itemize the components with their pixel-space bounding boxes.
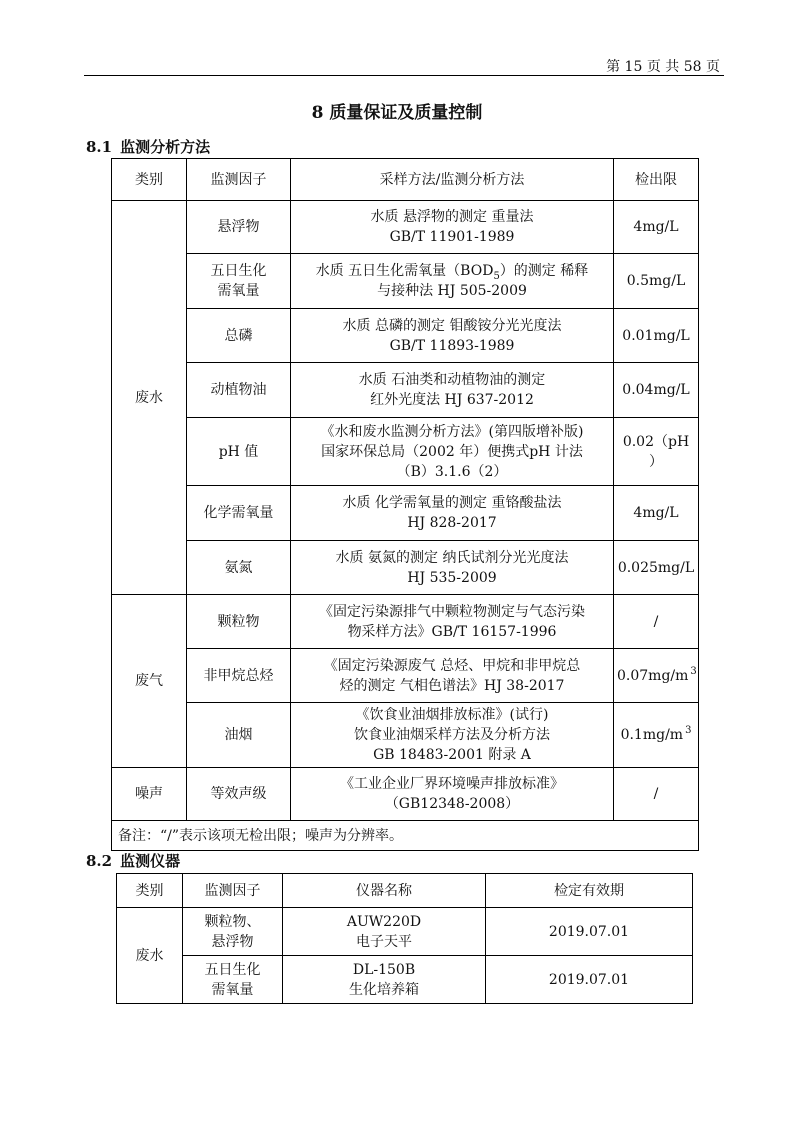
page-number: 第 15 页 共 58 页 bbox=[606, 59, 720, 75]
method-cell: 水质 悬浮物的测定 重量法 GB/T 11901-1989 bbox=[291, 201, 614, 254]
limit-cell: 0.02（pH ） bbox=[614, 418, 699, 486]
column-header: 类别 bbox=[117, 874, 183, 908]
instruments-table bbox=[116, 873, 693, 1004]
category-cell: 废气 bbox=[112, 595, 187, 768]
table-row bbox=[112, 768, 699, 821]
factor-cell: 氨氮 bbox=[187, 541, 291, 595]
limit-cell: / bbox=[614, 768, 699, 821]
table-row bbox=[112, 703, 699, 768]
section-heading-8-1 bbox=[86, 136, 210, 157]
limit-cell: 0.04mg/L bbox=[614, 363, 699, 418]
limit-cell: 0.5mg/L bbox=[614, 254, 699, 309]
factor-cell: 悬浮物 bbox=[187, 201, 291, 254]
limit-cell: 0.07mg/m $^3$ bbox=[614, 649, 699, 703]
valid-until-cell: 2019.07.01 bbox=[486, 956, 693, 1004]
table-header-row bbox=[117, 874, 693, 908]
category-cell: 废水 bbox=[112, 201, 187, 595]
factor-cell: 颗粒物 bbox=[187, 595, 291, 649]
factor-cell: 化学需氧量 bbox=[187, 486, 291, 541]
analysis-methods-table bbox=[111, 158, 699, 851]
column-header: 检出限 bbox=[614, 159, 699, 201]
method-cell: 《固定污染源废气 总烃、甲烷和非甲烷总 烃的测定 气相色谱法》HJ 38-2017 bbox=[291, 649, 614, 703]
limit-cell: 0.025mg/L bbox=[614, 541, 699, 595]
column-header: 检定有效期 bbox=[486, 874, 693, 908]
section-title: 监测仪器 bbox=[120, 852, 181, 870]
section-heading-8-2 bbox=[86, 850, 180, 871]
limit-cell: / bbox=[614, 595, 699, 649]
category-cell: 废水 bbox=[117, 908, 183, 1004]
factor-cell: pH 值 bbox=[187, 418, 291, 486]
column-header: 采样方法/监测分析方法 bbox=[291, 159, 614, 201]
factor-cell: 等效声级 bbox=[187, 768, 291, 821]
valid-until-cell: 2019.07.01 bbox=[486, 908, 693, 956]
factor-cell: 总磷 bbox=[187, 309, 291, 363]
column-header: 监测因子 bbox=[183, 874, 283, 908]
page-title: 8 质量保证及质量控制 bbox=[311, 103, 483, 123]
factor-cell: 非甲烷总烃 bbox=[187, 649, 291, 703]
table-row bbox=[112, 254, 699, 309]
category-cell: 噪声 bbox=[112, 768, 187, 821]
factor-cell: 油烟 bbox=[187, 703, 291, 768]
factor-cell: 动植物油 bbox=[187, 363, 291, 418]
limit-cell: 0.01mg/L bbox=[614, 309, 699, 363]
method-cell: 《固定污染源排气中颗粒物测定与气态污染 物采样方法》GB/T 16157-1996 bbox=[291, 595, 614, 649]
table-row bbox=[112, 418, 699, 486]
table-row bbox=[112, 309, 699, 363]
limit-cell: 4mg/L bbox=[614, 486, 699, 541]
instrument-cell: AUW220D 电子天平 bbox=[283, 908, 486, 956]
table-row bbox=[117, 908, 693, 956]
section-number: 8.1 bbox=[86, 138, 113, 156]
method-cell: 水质 总磷的测定 钼酸铵分光光度法 GB/T 11893-1989 bbox=[291, 309, 614, 363]
factor-cell: 五日生化 需氧量 bbox=[183, 956, 283, 1004]
table-row bbox=[112, 595, 699, 649]
method-cell: 水质 五日生化需氧量$(BOD_5)$的测定 稀释 与接种法 HJ 505-2009 bbox=[291, 254, 614, 309]
factor-cell: 颗粒物、 悬浮物 bbox=[183, 908, 283, 956]
table-row bbox=[112, 649, 699, 703]
method-cell: 水质 氨氮的测定 纳氏试剂分光光度法 HJ 535-2009 bbox=[291, 541, 614, 595]
table-row bbox=[117, 956, 693, 1004]
table-note: 备注：“/”表示该项无检出限；噪声为分辨率。 bbox=[112, 821, 699, 851]
method-cell: 水质 石油类和动植物油的测定 红外光度法 HJ 637-2012 bbox=[291, 363, 614, 418]
limit-cell: 0.1mg/m $^3$ bbox=[614, 703, 699, 768]
method-cell: 水质 化学需氧量的测定 重铬酸盐法 HJ 828-2017 bbox=[291, 486, 614, 541]
limit-cell: 4mg/L bbox=[614, 201, 699, 254]
table-row bbox=[112, 201, 699, 254]
factor-cell: 五日生化 需氧量 bbox=[187, 254, 291, 309]
method-cell: 《饮食业油烟排放标准》(试行) 饮食业油烟采样方法及分析方法 GB 18483-2001 附录 A bbox=[291, 703, 614, 768]
table-row bbox=[112, 363, 699, 418]
method-cell: 《水和废水监测分析方法》(第四版增补版) 国家环保总局（2002 年）便携式pH 计法 （B）3.1.6（2） bbox=[291, 418, 614, 486]
section-number: 8.2 bbox=[86, 852, 113, 870]
instrument-cell: DL-150B 生化培养箱 bbox=[283, 956, 486, 1004]
note-row bbox=[112, 821, 699, 851]
method-cell: 《工业企业厂界环境噪声排放标准》 （GB12348-2008） bbox=[291, 768, 614, 821]
section-title: 监测分析方法 bbox=[120, 138, 211, 156]
table-header-row bbox=[112, 159, 699, 201]
header-rule bbox=[84, 75, 724, 76]
table-row bbox=[112, 486, 699, 541]
column-header: 类别 bbox=[112, 159, 187, 201]
column-header: 仪器名称 bbox=[283, 874, 486, 908]
table-row bbox=[112, 541, 699, 595]
column-header: 监测因子 bbox=[187, 159, 291, 201]
